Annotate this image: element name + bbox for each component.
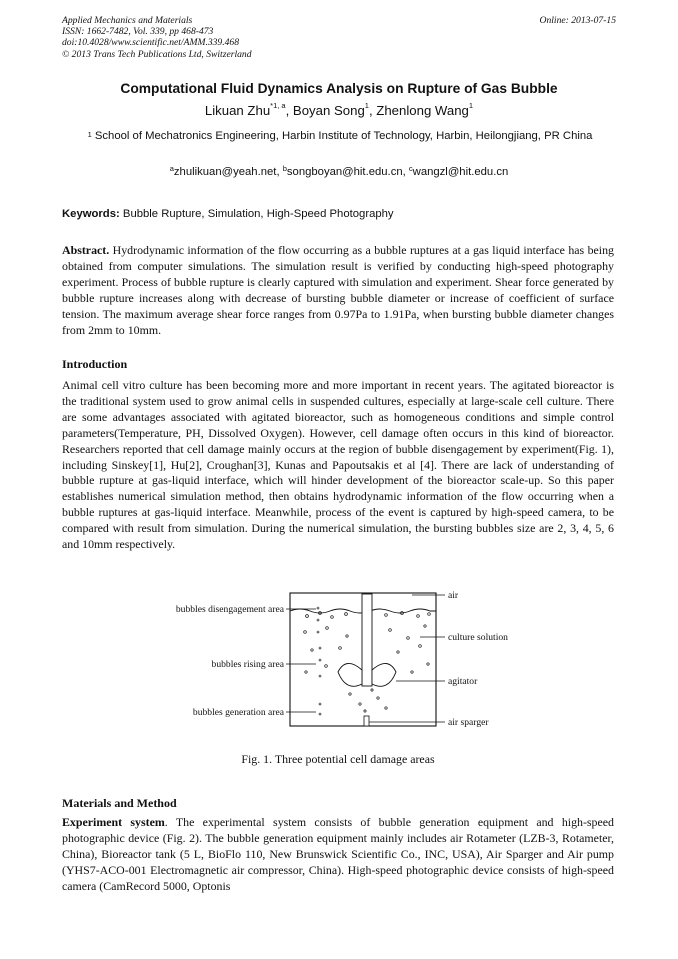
email-address[interactable]: zhulikuan@yeah.net <box>173 166 277 178</box>
section-heading-introduction: Introduction <box>62 357 128 371</box>
email-list: $^a$zhulikuan@yeah.net, $^b$songboyan@hit.edu.cn, $^c$wangzl@hit.edu.cn <box>169 164 509 178</box>
label-rising: bubbles rising area <box>211 659 284 670</box>
email-sup: a <box>169 164 174 173</box>
issn-line: ISSN: 1662-7482, Vol. 339, pp 468-473 <box>62 26 214 38</box>
abstract-text: Hydrodynamic information of the flow occurring as a bubble ruptures at a gas liquid interface has being obtained from computer simulations. The simulation result is verified by conducting high-speed photography experiment. Process of bubble rupture is clearly captured with simulation and experiment. Shear force generated by bubble rupture increases along with decrease of bursting bubble diameter or increase of coefficient of surface tension. The maximum average shear force ranges from 0.97Pa to 1.91Pa, when bursting bubble diameter changes from 2mm to 10mm. <box>62 243 614 337</box>
bioreactor-diagram <box>150 586 520 736</box>
doi-line: doi:10.4028/www.scientific.net/AMM.339.468 <box>62 37 240 49</box>
paper-title: Computational Fluid Dynamics Analysis on Rupture of Gas Bubble <box>120 81 558 96</box>
label-agitator: agitator <box>448 676 478 687</box>
author-sup: 1 <box>468 101 474 110</box>
right-leaders <box>369 595 445 722</box>
label-air: air <box>448 590 459 601</box>
keywords-text: Bubble Rupture, Simulation, High-Speed Photography <box>122 208 394 220</box>
label-air-sparger: air sparger <box>448 717 489 728</box>
sparger-pipe <box>364 716 369 726</box>
label-generation: bubbles generation area <box>192 707 284 718</box>
keywords-label: Keywords: <box>62 208 120 220</box>
subsection-label: Experiment system <box>62 815 165 829</box>
email-sup: c <box>408 164 413 173</box>
experiment-text: . The experimental system consists of bubble generation equipment and high-speed photographic device (Fig. 2). The bubble generation equipment mainly includes air Rotameter (LZB-3, Rotameter, China), Bioreactor tank (5 L, BioFlo 110, New Brunswick Scientific Co., INC, USA), Air Sparger and Air pump (YHS7-ACO-001 Electromagnetic air compressor, China). High-speed photographic device consists of high-speed camera (CamRecord 5000, Optonis <box>62 815 614 893</box>
author-name: Boyan Song <box>292 103 365 118</box>
author-list: Likuan Zhu$^{*1, a}$, Boyan Song$^1$, Zhenlong Wang$^1$ <box>204 101 474 118</box>
figure-1 <box>150 586 520 736</box>
section-heading-materials: Materials and Method <box>62 796 177 810</box>
email-sup: b <box>282 164 287 173</box>
affiliation-sup: 1 <box>87 130 92 139</box>
keywords <box>62 208 394 220</box>
copyright-line: © 2013 Trans Tech Publications Ltd, Switzerland <box>62 48 252 60</box>
zone-markers <box>317 607 321 715</box>
email-address[interactable]: songboyan@hit.edu.cn <box>286 166 403 178</box>
introduction-text: Animal cell vitro culture has been becoming more and more important in recent years. The agitated bioreactor is the traditional system used to grow animal cells in suspended cultures, especially at large-scale cell culture. There are some advantages associated with agitated bioreactor, such as homogeneous conditions and simple control parameters(Temperature, PH, Dissolved Oxygen). However, cell damage often occurs in this kind of bioreactor. Researchers reported that cell damage mainly occurs at the region of bubble disengagement by experiment(Fig. 1), including Sinskey[1], Hu[2], Croughan[3], Kunas and Papoutsakis et al [4]. There are lack of understanding of bubble rupture at gas-liquid interface, which will hinder development of the bioreactor scale-up. So this paper establishes numerical simulation method, then obtains hydrodynamic information of the flow occurring when a bubble ruptures at gas-liquid interface. Meanwhile, process of the event is captured by high-speed camera, to be compared with result from simulation. During the numerical simulation, the bursting bubbles size are 2, 3, 4, 5, 6 and 10mm respectively. <box>62 378 614 552</box>
abstract <box>62 243 614 338</box>
journal-name: Applied Mechanics and Materials <box>62 15 193 26</box>
affiliation <box>70 129 610 144</box>
author-sup: 1 <box>364 101 369 110</box>
impeller-right <box>372 663 396 686</box>
affiliation-text: School of Mechatronics Engineering, Harbin Institute of Technology, Harbin, Heilongjiang, PR China <box>94 130 593 142</box>
journal-header <box>62 15 616 60</box>
abstract-label: Abstract. <box>62 243 110 257</box>
online-date: Online: 2013-07-15 <box>539 15 616 26</box>
impeller-left <box>338 663 362 686</box>
agitator-shaft <box>362 594 372 686</box>
figure-caption: Fig. 1. Three potential cell damage areas <box>241 752 435 766</box>
email-address[interactable]: wangzl@hit.edu.cn <box>412 166 509 178</box>
author-name: Likuan Zhu <box>204 103 271 118</box>
author-sup: *1, a <box>270 101 286 110</box>
label-culture-solution: culture solution <box>448 632 508 643</box>
author-name: Zhenlong Wang <box>376 103 469 118</box>
label-disengagement: bubbles disengagement area <box>175 604 284 615</box>
experiment-system-text <box>62 815 614 895</box>
